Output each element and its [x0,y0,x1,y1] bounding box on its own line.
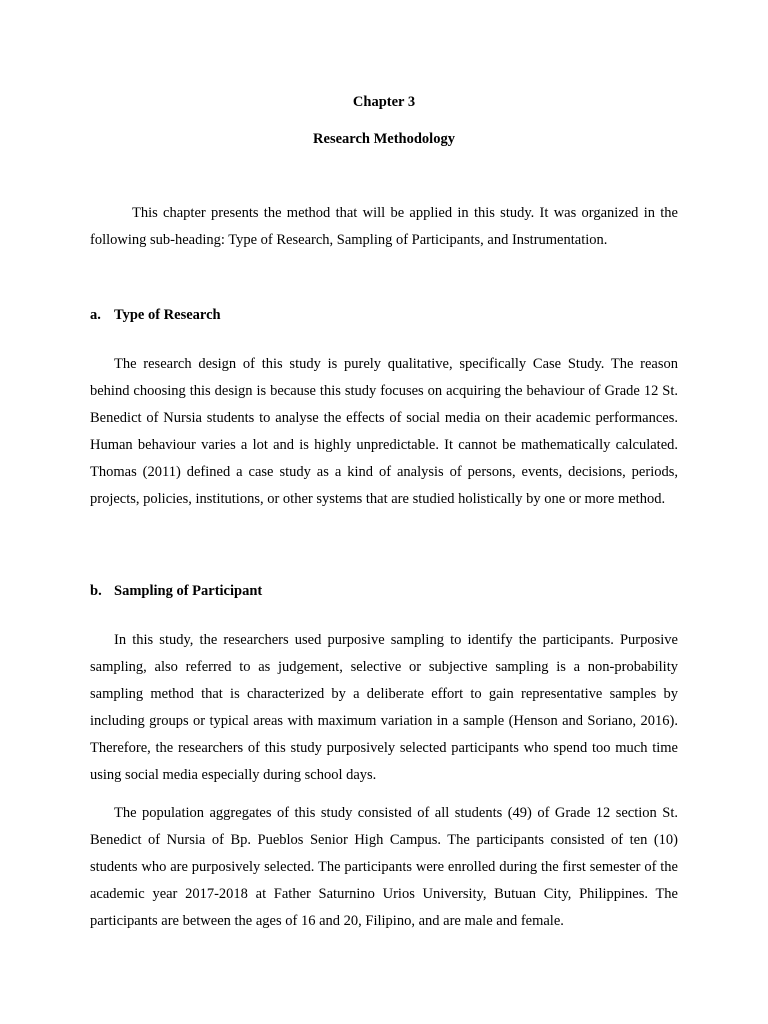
section-heading-sampling [90,582,262,600]
section-heading-type-of-research [90,306,221,324]
sampling-paragraph-1: In this study, the researchers used purposive sampling to identify the participants. Purposive sampling, also referred to as judgement, selective or subjective sampling is a non-probability sampling method that is characterized by a deliberate effort to gain representative samples by including groups or typical areas with maximum variation in a sample (Henson and Soriano, 2016). Therefore, the researchers of this study purposively selected participants who spend too much time using social media especially during school days. [90,632,678,783]
section-heading-text: Sampling of Participant [114,583,263,599]
chapter-title: Research Methodology [313,131,455,147]
section-marker: a. [90,307,101,323]
intro-paragraph: This chapter presents the method that will be applied in this study. It was organized in the following sub-heading: Type of Research, Sampling of Participants, and Instrumentation. [90,205,678,248]
type-of-research-paragraph: The research design of this study is purely qualitative, specifically Case Study. The reason behind choosing this design is because this study focuses on acquiring the behaviour of Grade 12 St. Benedict of Nursia students to analyse the effects of social media on their academic performances. Human behaviour varies a lot and is highly unpredictable. It cannot be mathematically calculated. Thomas (2011) defined a case study as a kind of analysis of persons, events, decisions, periods, projects, policies, institutions, or other systems that are studied holistically by one or more method. [90,356,678,507]
section-heading-text: Type of Research [114,307,221,323]
chapter-number: Chapter 3 [352,94,416,110]
section-marker: b. [90,583,102,599]
sampling-paragraph-2: The population aggregates of this study consisted of all students (49) of Grade 12 section St. Benedict of Nursia of Bp. Pueblos Senior High Campus. The participants consisted of ten (10) students who are purposively selected. The participants were enrolled during the first semester of the academic year 2017-2018 at Father Saturnino Urios University, Butuan City, Philippines. The participants are between the ages of 16 and 20, Filipino, and are male and female. [90,805,678,929]
